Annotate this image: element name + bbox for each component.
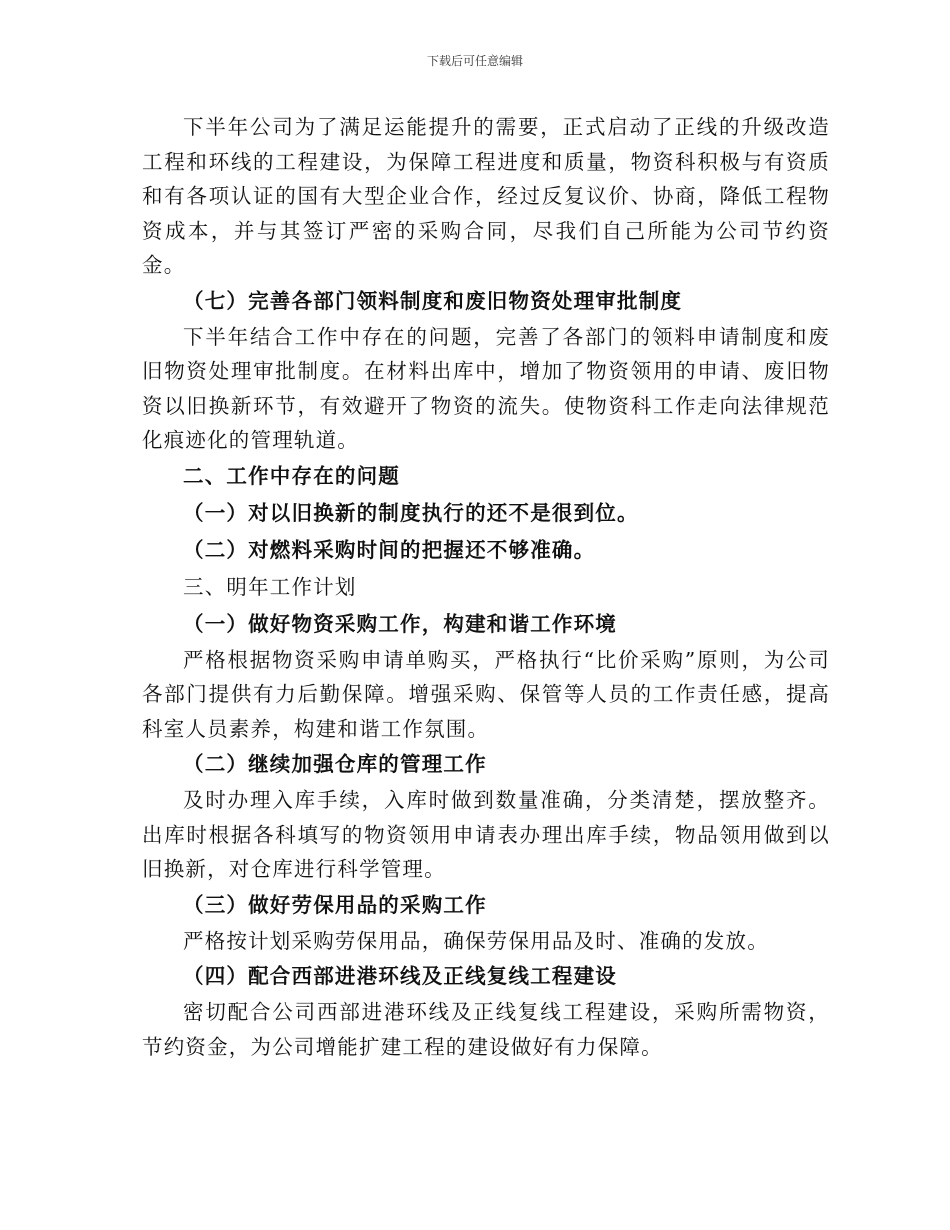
- heading-plan-4: （四）配合西部进港环线及正线复线工程建设: [183, 964, 617, 988]
- paragraph-requisition-system: 下半年结合工作中存在的问题，完善了各部门的领料申请制度和废旧物资处理审批制度。在材料出库中，增加了物资领用的申请、废旧物资以旧换新环节，有效避开了物资的流失。使物资科工作走向法律规范化痕迹化的管理轨道。: [142, 324, 830, 452]
- heading-requisition-system: （七）完善各部门领料制度和废旧物资处理审批制度: [183, 288, 683, 313]
- page-header: 下载后可任意编辑: [426, 54, 523, 68]
- heading-section-plan: 三、明年工作计划: [183, 574, 357, 599]
- document-body: [142, 110, 830, 1064]
- paragraph-plan-2: 及时办理入库手续，入库时做到数量准确，分类清楚，摆放整齐。出库时根据各科填写的物资领用申请表办理出库手续，物品领用做到以旧换新，对仓库进行科学管理。: [142, 788, 830, 881]
- heading-plan-2: （二）继续加强仓库的管理工作: [183, 752, 487, 776]
- heading-problem-1: （一）对以旧换新的制度执行的还不是很到位。: [183, 500, 639, 525]
- heading-problem-2: （二）对燃料采购时间的把握还不够准确。: [183, 537, 596, 562]
- paragraph-plan-3: 严格按计划采购劳保用品，确保劳保用品及时、准确的发放。: [183, 928, 769, 953]
- heading-plan-1: （一）做好物资采购工作，构建和谐工作环境: [183, 611, 617, 636]
- heading-plan-3: （三）做好劳保用品的采购工作: [183, 892, 487, 917]
- paragraph-upgrade-project: 下半年公司为了满足运能提升的需要，正式启动了正线的升级改造工程和环线的工程建设，为保障工程进度和质量，物资科积极与有资质和有各项认证的国有大型企业合作，经过反复议价、协商，降低工程物资成本，并与其签订严密的采购合同，尽我们自己所能为公司节约资金。: [142, 115, 830, 277]
- paragraph-plan-1: 严格根据物资采购申请单购买，严格执行“比价采购”原则，为公司各部门提供有力后勤保障。增强采购、保管等人员的工作责任感，提高科室人员素养，构建和谐工作氛围。: [142, 647, 830, 741]
- paragraph-plan-4: 密切配合公司西部进港环线及正线复线工程建设，采购所需物资，节约资金，为公司增能扩建工程的建设做好有力保障。: [142, 1000, 830, 1059]
- heading-section-problems: 二、工作中存在的问题: [183, 463, 400, 488]
